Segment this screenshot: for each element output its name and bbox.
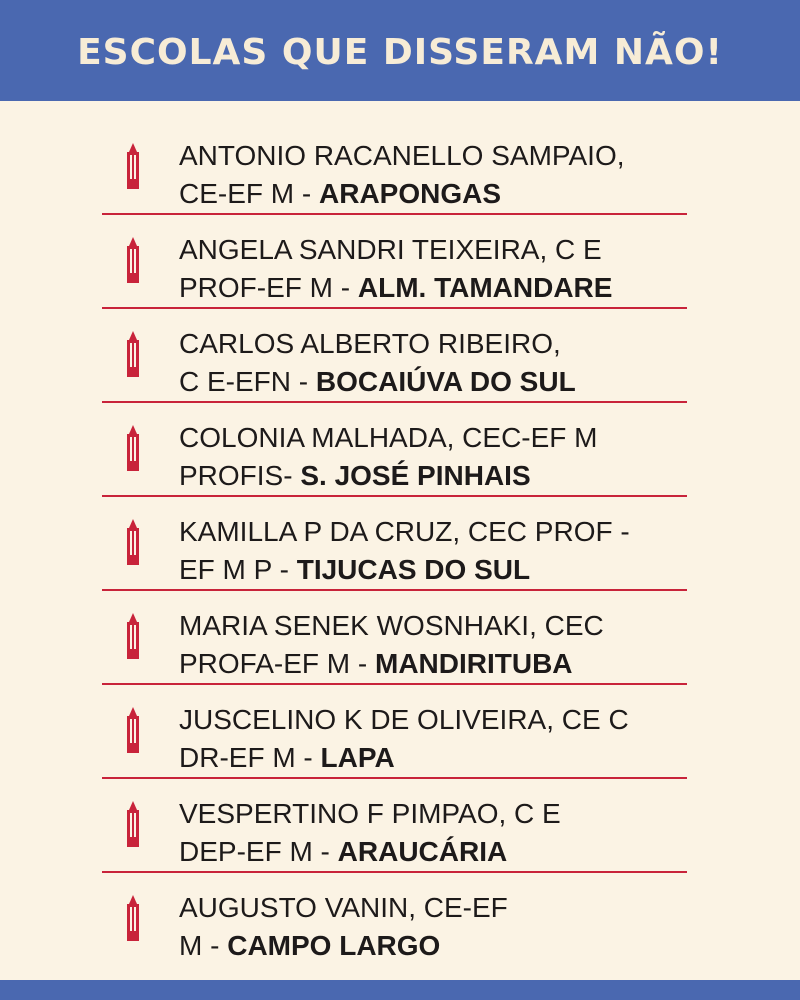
page-title: ESCOLAS QUE DISSERAM NÃO! xyxy=(77,32,723,73)
header-banner xyxy=(0,0,800,101)
school-type: PROFIS- xyxy=(179,460,301,491)
school-name: CARLOS ALBERTO RIBEIRO, xyxy=(179,328,561,359)
school-city: CAMPO LARGO xyxy=(227,930,441,961)
list-item xyxy=(102,873,687,967)
list-item xyxy=(102,591,687,685)
list-item xyxy=(102,215,687,309)
pencil-icon xyxy=(122,331,144,377)
school-list xyxy=(102,121,687,967)
list-item xyxy=(102,685,687,779)
school-name: JUSCELINO K DE OLIVEIRA, CE C xyxy=(179,704,629,735)
school-name: MARIA SENEK WOSNHAKI, CEC xyxy=(179,610,604,641)
school-city: LAPA xyxy=(320,742,395,773)
school-type: DR-EF M - xyxy=(179,742,321,773)
list-item xyxy=(102,403,687,497)
school-type: PROFA-EF M - xyxy=(179,648,375,679)
school-city: S. JOSÉ PINHAIS xyxy=(300,460,531,491)
school-name: VESPERTINO F PIMPAO, C E xyxy=(179,798,561,829)
school-city: TIJUCAS DO SUL xyxy=(296,554,531,585)
school-type: DEP-EF M - xyxy=(179,836,338,867)
list-item xyxy=(102,121,687,215)
school-name: AUGUSTO VANIN, CE-EF xyxy=(179,892,508,923)
school-name: KAMILLA P DA CRUZ, CEC PROF - xyxy=(179,516,630,547)
pencil-icon xyxy=(122,895,144,941)
school-city: BOCAIÚVA DO SUL xyxy=(315,366,576,397)
school-city: ARAUCÁRIA xyxy=(337,836,508,867)
school-city: MANDIRITUBA xyxy=(375,648,573,679)
school-name: ANGELA SANDRI TEIXEIRA, C E xyxy=(179,234,602,265)
pencil-icon xyxy=(122,801,144,847)
list-item xyxy=(102,779,687,873)
pencil-icon xyxy=(122,425,144,471)
school-type: C E-EFN - xyxy=(179,366,316,397)
school-name: COLONIA MALHADA, CEC-EF M xyxy=(179,422,598,453)
pencil-icon xyxy=(122,143,144,189)
school-type: CE-EF M - xyxy=(179,178,319,209)
pencil-icon xyxy=(122,613,144,659)
school-city: ALM. TAMANDARE xyxy=(357,272,613,303)
school-type: PROF-EF M - xyxy=(179,272,358,303)
school-type: M - xyxy=(179,930,228,961)
list-item xyxy=(102,497,687,591)
school-type: EF M P - xyxy=(179,554,297,585)
pencil-icon xyxy=(122,519,144,565)
footer-bar xyxy=(0,980,800,1000)
school-city: ARAPONGAS xyxy=(319,178,502,209)
pencil-icon xyxy=(122,237,144,283)
pencil-icon xyxy=(122,707,144,753)
list-item xyxy=(102,309,687,403)
school-name: ANTONIO RACANELLO SAMPAIO, xyxy=(179,140,625,171)
